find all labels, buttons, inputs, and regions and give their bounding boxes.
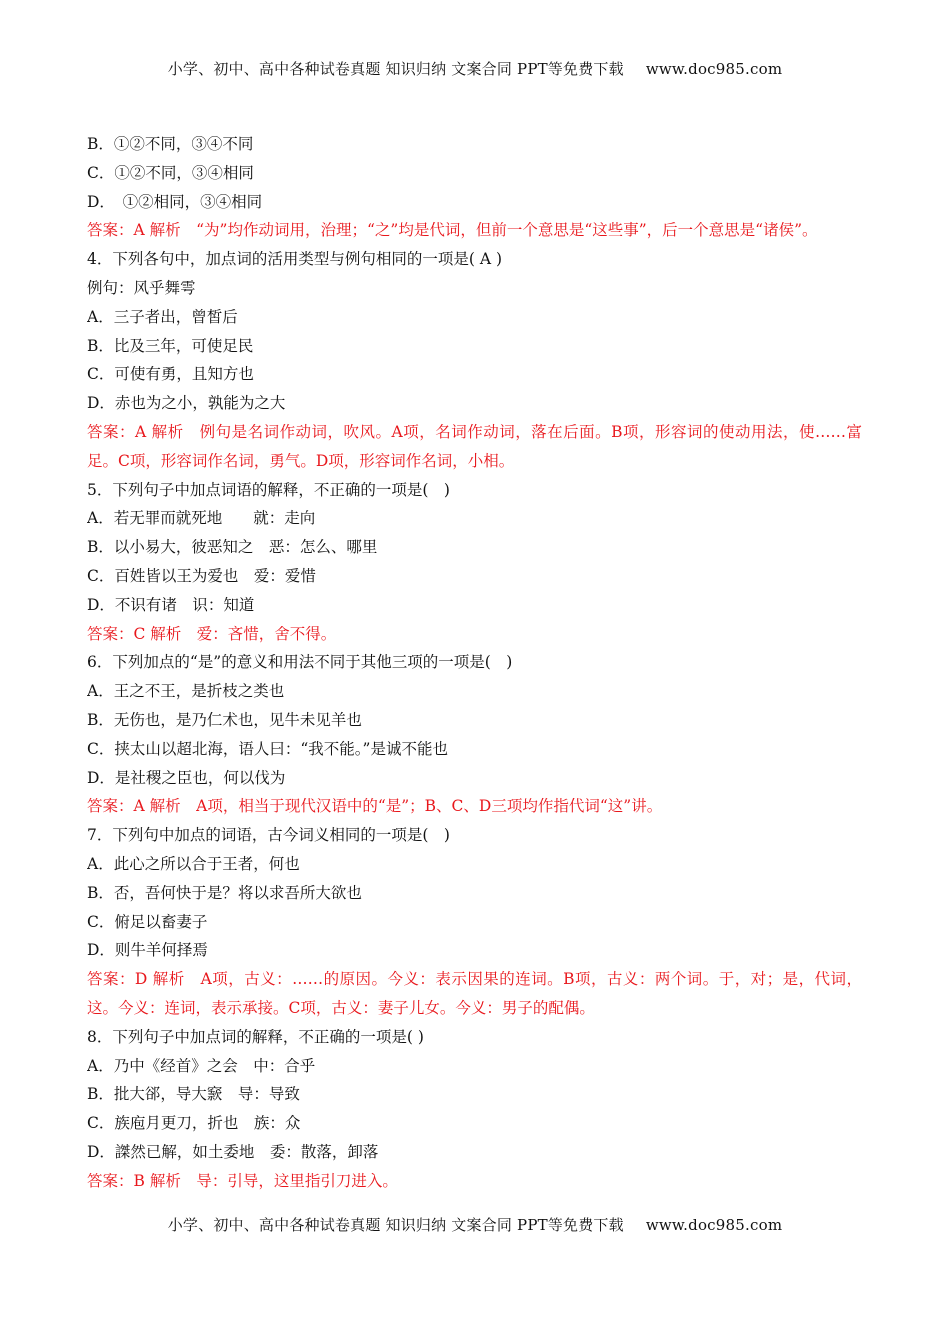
question-line: 7．下列句中加点的词语，古今词义相同的一项是( ): [87, 826, 450, 845]
answer-explanation: 答案：A 解析 A项，相当于现代汉语中的“是”；B、C、D三项均作指代词“这”讲。: [87, 797, 663, 816]
question-line: D．謋然已解，如土委地 委：散落，卸落: [87, 1142, 379, 1161]
question-line: A．王之不王，是折枝之类也: [87, 682, 285, 701]
question-line: D．赤也为之小，孰能为之大: [87, 394, 286, 413]
answer-explanation: 答案：C 解析 爱：吝惜，舍不得。: [87, 624, 337, 643]
footer-url[interactable]: www.doc985.com: [645, 1216, 783, 1234]
question-line: B．①②不同，③④不同: [87, 135, 254, 153]
question-line: A．若无罪而就死地 就：走向: [87, 509, 316, 528]
answer-explanation: 答案：A 解析 “为”均作动词用，治理；“之”均是代词，但前一个意思是“这些事”，后一个意思是“诸侯”。: [87, 221, 818, 240]
page-header: [0, 58, 950, 79]
question-line: C．俯足以畜妻子: [87, 912, 208, 931]
question-line: D．不识有诸 识：知道: [87, 595, 255, 614]
question-line: 8．下列句子中加点词的解释，不正确的一项是( ): [87, 1027, 424, 1046]
question-line: B．以小易大，彼恶知之 恶：怎么、哪里: [87, 538, 378, 557]
question-line: D． ①②相同，③④相同: [87, 192, 263, 211]
question-line: 5．下列句子中加点词语的解释，不正确的一项是( ): [87, 480, 450, 499]
question-line: A．此心之所以合于王者，何也: [87, 854, 300, 873]
question-line: A．三子者出，曾皙后: [87, 307, 238, 326]
question-line: C．族庖月更刀，折也 族：众: [87, 1114, 301, 1133]
question-line: C．挟太山以超北海，语人曰：“我不能。”是诚不能也: [87, 739, 448, 758]
header-text: 小学、初中、高中各种试卷真题 知识归纳 文案合同 PPT等免费下载: [167, 60, 624, 78]
question-line: D．是社稷之臣也，何以伐为: [87, 768, 286, 787]
document-body: [87, 130, 862, 1195]
question-line: A．乃中《经首》之会 中：合乎: [87, 1056, 316, 1075]
question-line: B．无伤也，是乃仁术也，见牛未见羊也: [87, 710, 362, 729]
answer-explanation: 答案：D 解析 A项，古义：……的原因。今义：表示因果的连词。B项，古义：两个词。于，对；是，代词，这。今义：连词，表示承接。C项，古义：妻子儿女。今义：男子的配偶。: [87, 970, 862, 1017]
question-line: D．则牛羊何择焉: [87, 941, 208, 960]
answer-explanation: 答案：A 解析 例句是名词作动词，吹风。A项，名词作动词，落在后面。B项，形容词的使动用法，使……富足。C项，形容词作名词，勇气。D项，形容词作名词，小相。: [87, 422, 862, 470]
footer-text: 小学、初中、高中各种试卷真题 知识归纳 文案合同 PPT等免费下载: [167, 1216, 624, 1234]
question-line: 6．下列加点的“是”的意义和用法不同于其他三项的一项是( ): [87, 653, 513, 672]
page-footer: [0, 1214, 950, 1235]
header-url[interactable]: www.doc985.com: [645, 60, 783, 78]
question-line: B．否，吾何快于是？将以求吾所大欲也: [87, 883, 362, 902]
answer-explanation: 答案：B 解析 导：引导，这里指引刀进入。: [87, 1171, 398, 1190]
question-line: 4．下列各句中，加点词的活用类型与例句相同的一项是( A ): [87, 250, 503, 269]
question-line: C．百姓皆以王为爱也 爱：爱惜: [87, 566, 316, 585]
question-line: C．可使有勇，且知方也: [87, 365, 254, 384]
question-line: B．批大郤，导大窾 导：导致: [87, 1085, 300, 1104]
question-line: 例句：风乎舞雩: [87, 278, 196, 297]
question-line: B．比及三年，可使足民: [87, 336, 254, 355]
question-line: C．①②不同，③④相同: [87, 163, 254, 182]
